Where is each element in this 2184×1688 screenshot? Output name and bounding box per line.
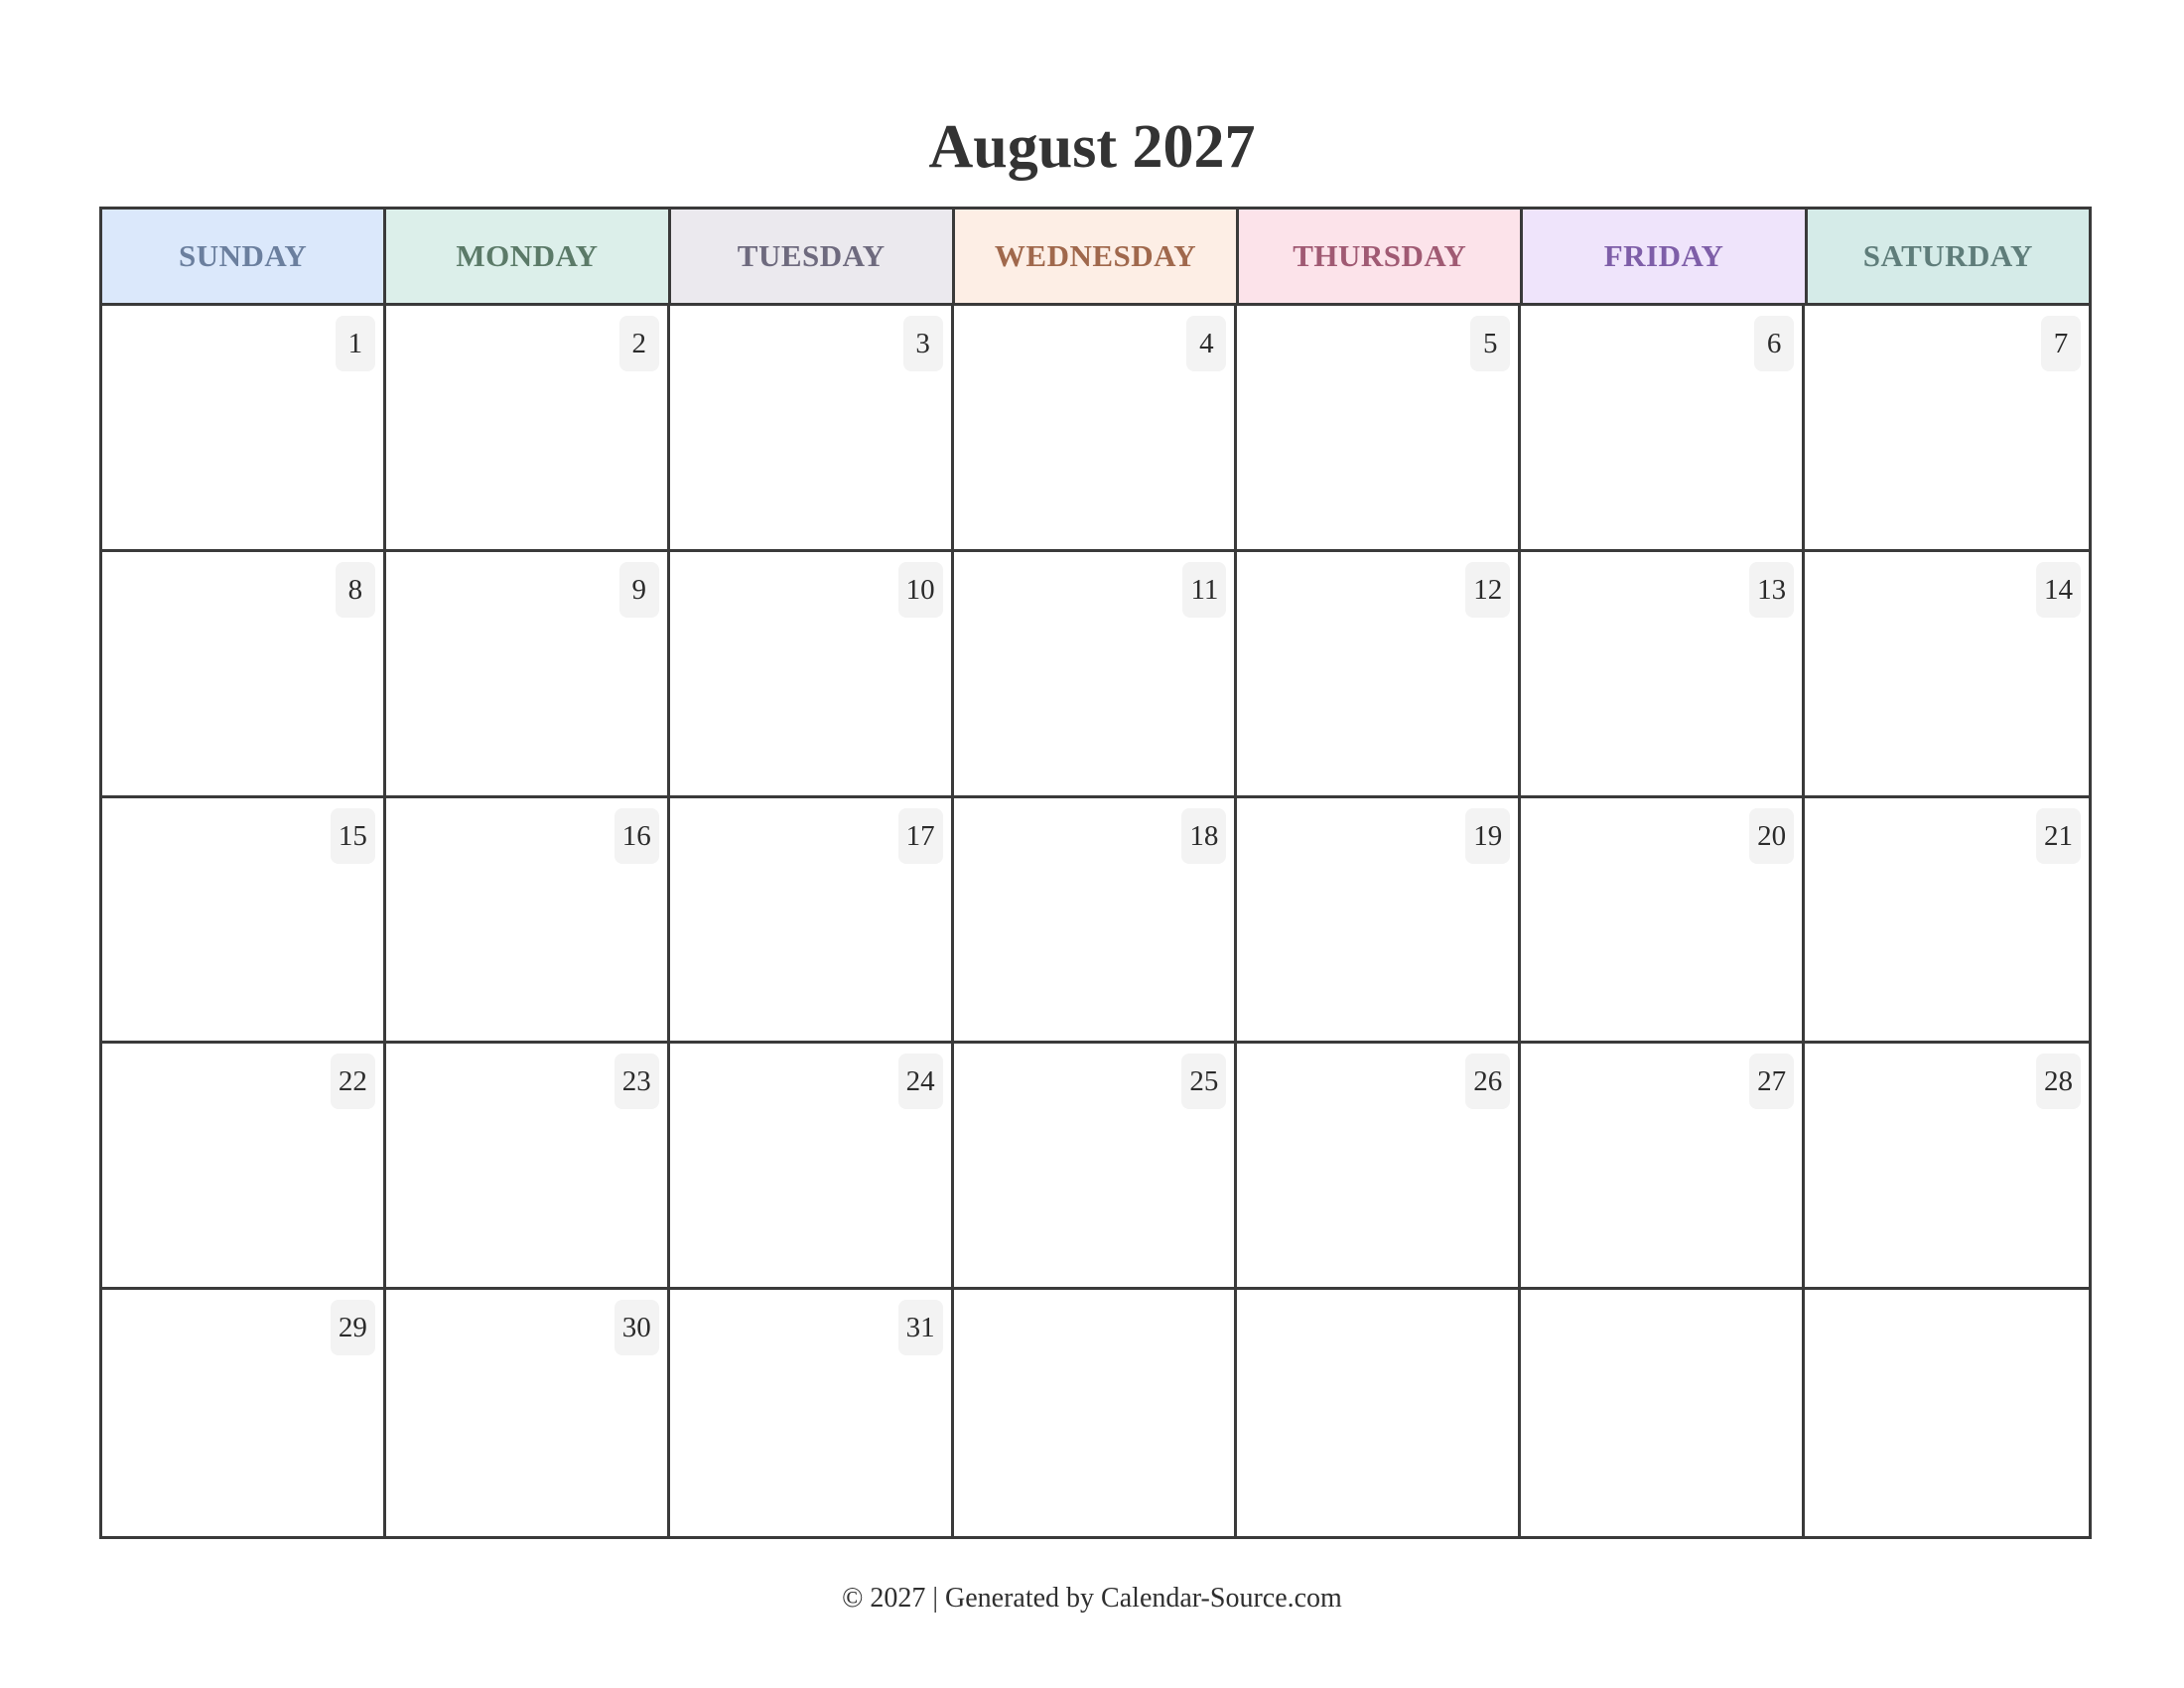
day-cell	[1521, 1044, 1805, 1290]
day-cell	[386, 1290, 670, 1536]
day-number: 18	[1181, 808, 1226, 864]
day-number: 29	[331, 1300, 375, 1355]
day-cell	[1237, 552, 1521, 798]
day-number: 26	[1465, 1054, 1510, 1109]
day-number: 4	[1186, 316, 1226, 371]
day-cell	[670, 1044, 954, 1290]
day-number: 7	[2041, 316, 2081, 371]
day-cell	[386, 306, 670, 552]
day-cell	[1805, 798, 2089, 1045]
day-number: 15	[331, 808, 375, 864]
day-number: 25	[1181, 1054, 1226, 1109]
day-number: 20	[1749, 808, 1794, 864]
day-cell	[1521, 306, 1805, 552]
day-number: 17	[898, 808, 943, 864]
day-cell	[954, 798, 1238, 1045]
day-cell	[386, 798, 670, 1045]
footer-credit: © 2027 | Generated by Calendar-Source.com	[842, 1583, 1342, 1614]
day-cell	[1805, 1044, 2089, 1290]
day-number: 19	[1465, 808, 1510, 864]
day-cell	[670, 552, 954, 798]
day-cell	[670, 798, 954, 1045]
day-number: 10	[898, 562, 943, 618]
day-cell	[102, 306, 386, 552]
day-cell	[1237, 798, 1521, 1045]
day-cell	[1805, 552, 2089, 798]
day-number: 24	[898, 1054, 943, 1109]
day-cell	[1237, 306, 1521, 552]
weekday-header-saturday: SATURDAY	[1808, 210, 2089, 303]
day-cell	[102, 1044, 386, 1290]
day-cell	[954, 306, 1238, 552]
day-cell	[1237, 1044, 1521, 1290]
weekday-header-monday: MONDAY	[386, 210, 670, 303]
day-number: 22	[331, 1054, 375, 1109]
day-number: 16	[614, 808, 659, 864]
day-cell	[954, 1044, 1238, 1290]
day-number: 21	[2036, 808, 2081, 864]
day-cell	[102, 552, 386, 798]
day-number: 14	[2036, 562, 2081, 618]
day-number: 11	[1182, 562, 1226, 618]
empty-day-cell	[954, 1290, 1238, 1536]
day-number: 23	[614, 1054, 659, 1109]
day-cell	[102, 1290, 386, 1536]
day-number: 12	[1465, 562, 1510, 618]
day-number: 27	[1749, 1054, 1794, 1109]
page-title: August 2027	[928, 113, 1256, 181]
day-cell	[954, 552, 1238, 798]
day-cell	[102, 798, 386, 1045]
day-number: 8	[336, 562, 375, 618]
weekday-header-tuesday: TUESDAY	[671, 210, 955, 303]
day-cell	[386, 1044, 670, 1290]
day-cell	[670, 306, 954, 552]
empty-day-cell	[1521, 1290, 1805, 1536]
day-number: 9	[619, 562, 659, 618]
day-number: 28	[2036, 1054, 2081, 1109]
day-cell	[1521, 552, 1805, 798]
calendar-grid	[99, 207, 2092, 1539]
day-number: 1	[336, 316, 375, 371]
day-number: 3	[903, 316, 943, 371]
day-cell	[386, 552, 670, 798]
day-cell	[670, 1290, 954, 1536]
empty-day-cell	[1237, 1290, 1521, 1536]
day-number: 31	[898, 1300, 943, 1355]
day-number: 13	[1749, 562, 1794, 618]
weekday-header-sunday: SUNDAY	[102, 210, 386, 303]
day-number: 6	[1754, 316, 1794, 371]
weekday-header-row	[102, 210, 2089, 306]
days-grid	[102, 306, 2089, 1536]
weekday-header-wednesday: WEDNESDAY	[955, 210, 1239, 303]
day-number: 2	[619, 316, 659, 371]
day-number: 30	[614, 1300, 659, 1355]
day-cell	[1805, 306, 2089, 552]
day-number: 5	[1470, 316, 1510, 371]
weekday-header-thursday: THURSDAY	[1239, 210, 1523, 303]
day-cell	[1521, 798, 1805, 1045]
weekday-header-friday: FRIDAY	[1523, 210, 1807, 303]
empty-day-cell	[1805, 1290, 2089, 1536]
